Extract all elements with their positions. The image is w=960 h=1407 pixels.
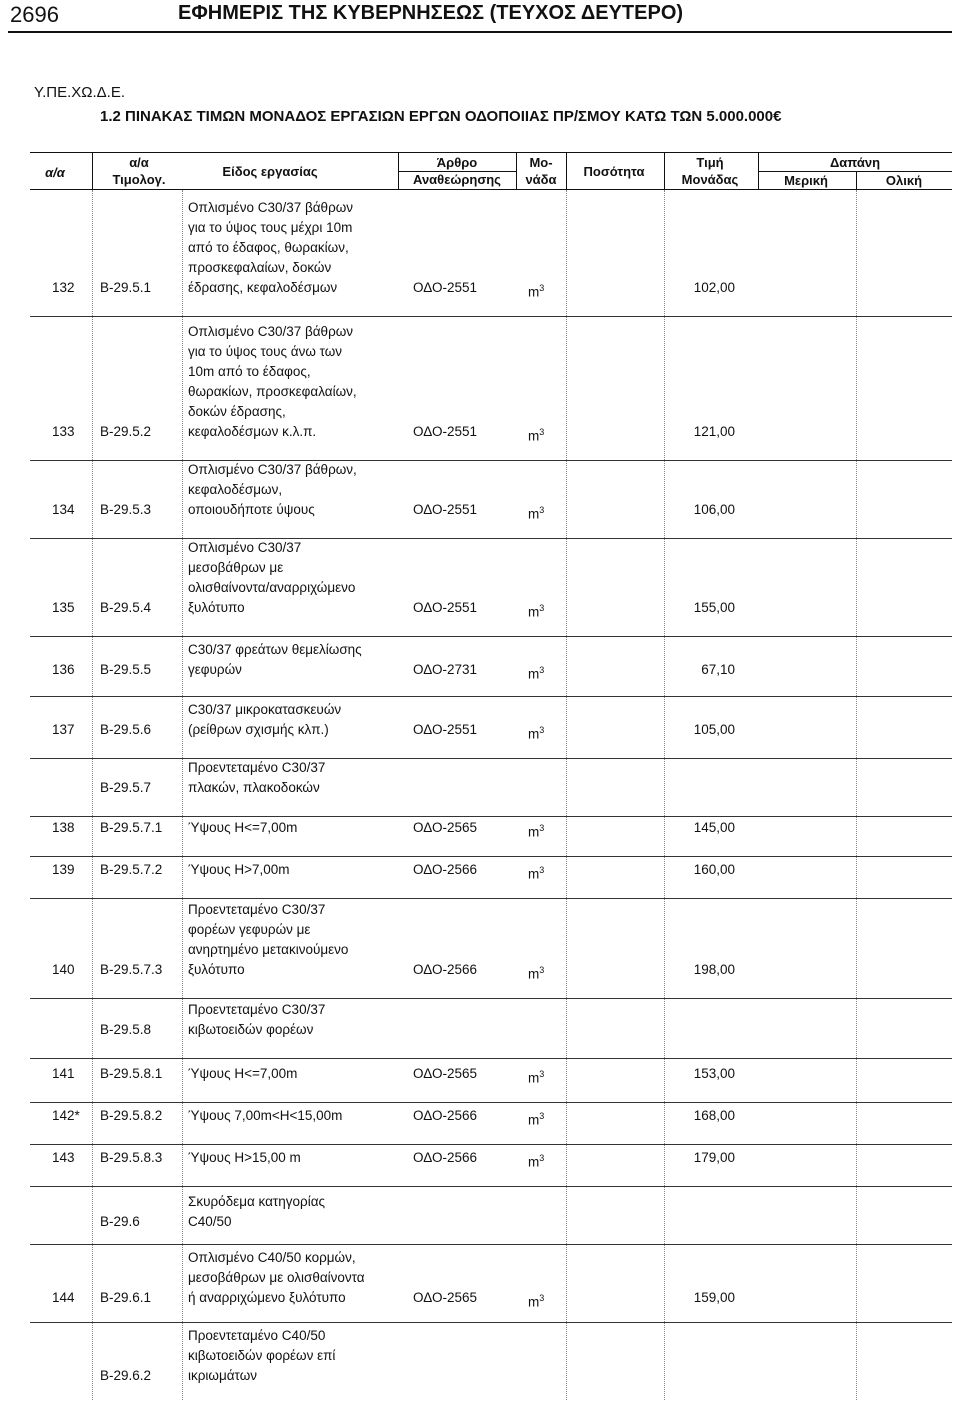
unit-base: m — [528, 506, 540, 522]
description-line: ξυλότυπο — [188, 962, 245, 977]
header-col-sep — [664, 152, 665, 189]
table-row — [0, 758, 960, 798]
header-cost-total: Ολική — [885, 173, 923, 188]
unit-base: m — [528, 824, 540, 840]
unit-exponent: 3 — [539, 283, 545, 293]
description-line: μεσοβάθρων με — [188, 560, 284, 575]
row-unit — [528, 422, 544, 447]
header-aa-tim: α/α Τιμολογ. — [112, 155, 166, 187]
row-unit — [528, 660, 544, 685]
description-line: οποιουδήποτε ύψους — [188, 502, 315, 517]
unit-exponent: 3 — [539, 725, 545, 735]
row-description — [188, 818, 297, 838]
description-line: ικριωμάτων — [188, 1368, 257, 1383]
table-row — [0, 900, 960, 980]
description-line: Σκυρόδεμα κατηγορίας — [188, 1194, 326, 1209]
header-quantity: Ποσότητα — [583, 164, 645, 179]
row-code: Β-29.5.5 — [100, 662, 152, 677]
row-unit — [528, 860, 544, 885]
row-separator — [30, 636, 952, 637]
row-code: Β-29.5.8.1 — [100, 1066, 163, 1081]
row-article: ΟΔΟ-2565 — [413, 820, 477, 835]
table-row — [0, 198, 960, 298]
unit-exponent: 3 — [539, 427, 545, 437]
row-separator — [30, 816, 952, 817]
row-separator — [30, 898, 952, 899]
unit-exponent: 3 — [539, 505, 545, 515]
header-col-sep — [92, 152, 93, 189]
row-unit-price: 102,00 — [693, 280, 735, 295]
row-unit-price: 153,00 — [693, 1066, 735, 1081]
unit-base: m — [528, 726, 540, 742]
row-unit — [528, 1148, 544, 1173]
header-col-sep — [516, 152, 517, 189]
description-line: κιβωτοειδών φορέων επί — [188, 1348, 336, 1363]
row-article: ΟΔΟ-2566 — [413, 862, 477, 877]
description-line: ολισθαίνοντα/αναρριχώμενο — [188, 580, 356, 595]
description-line: ξυλότυπο — [188, 600, 245, 615]
row-description — [188, 1106, 342, 1126]
row-code: Β-29.5.7.2 — [100, 862, 163, 877]
description-line: Ύψους Η>15,00 m — [188, 1150, 301, 1165]
unit-base: m — [528, 666, 540, 682]
table-row — [0, 1106, 960, 1126]
description-line: Οπλισμένο C30/37 βάθρων — [188, 324, 354, 339]
row-aa: 141 — [52, 1066, 75, 1081]
row-description — [188, 460, 357, 520]
description-line: γεφυρών — [188, 662, 242, 677]
row-aa: 135 — [52, 600, 75, 615]
description-line: C30/37 φρεάτων θεμελίωσης — [188, 642, 362, 657]
description-line: Ύψους Η<=7,00m — [188, 1066, 298, 1081]
row-unit-price: 105,00 — [693, 722, 735, 737]
unit-exponent: 3 — [539, 1153, 545, 1163]
description-line: (ρείθρων σχισμής κλπ.) — [188, 722, 329, 737]
header-type: Είδος εργασίας — [222, 164, 318, 179]
row-article: ΟΔΟ-2566 — [413, 962, 477, 977]
row-unit — [528, 598, 544, 623]
row-description — [188, 1000, 325, 1040]
description-line: Οπλισμένο C40/50 κορμών, — [188, 1250, 356, 1265]
unit-base: m — [528, 428, 540, 444]
table-row — [0, 1192, 960, 1232]
row-code: Β-29.5.7 — [100, 780, 152, 795]
row-description — [188, 700, 341, 740]
header-top-border — [30, 152, 952, 153]
description-line: φορέων γεφυρών με — [188, 922, 311, 937]
row-article: ΟΔΟ-2551 — [413, 280, 477, 295]
table-row — [0, 1148, 960, 1168]
row-description — [188, 322, 357, 442]
description-line: C40/50 — [188, 1214, 232, 1229]
row-separator — [30, 1244, 952, 1245]
row-description — [188, 1148, 301, 1168]
row-unit-price: 168,00 — [693, 1108, 735, 1123]
description-line: 10m από το έδαφος, — [188, 364, 311, 379]
row-unit-price: 155,00 — [693, 600, 735, 615]
row-article: ΟΔΟ-2565 — [413, 1290, 477, 1305]
row-separator — [30, 998, 952, 999]
description-line: κεφαλοδέσμων, — [188, 482, 283, 497]
row-unit-price: 159,00 — [693, 1290, 735, 1305]
row-article: ΟΔΟ-2551 — [413, 600, 477, 615]
description-line: κεφαλοδέσμων κ.λ.π. — [188, 424, 317, 439]
table-row — [0, 1326, 960, 1386]
row-unit — [528, 1288, 544, 1313]
row-article: ΟΔΟ-2566 — [413, 1150, 477, 1165]
unit-base: m — [528, 1070, 540, 1086]
row-separator — [30, 1058, 952, 1059]
description-line: C30/37 μικροκατασκευών — [188, 702, 342, 717]
header-col-sep — [758, 152, 759, 189]
page-number: 2696 — [10, 2, 59, 27]
unit-exponent: 3 — [539, 1111, 545, 1121]
row-unit — [528, 1064, 544, 1089]
header-aa: α/α — [45, 165, 65, 180]
table-row — [0, 1000, 960, 1040]
row-code: Β-29.5.2 — [100, 424, 152, 439]
header-col-sep — [566, 152, 567, 189]
table-row — [0, 1248, 960, 1308]
row-code: Β-29.5.7.3 — [100, 962, 163, 977]
row-description — [188, 198, 353, 298]
description-line: Προεντεταμένο C30/37 — [188, 902, 326, 917]
row-aa: 143 — [52, 1150, 75, 1165]
table-row — [0, 538, 960, 618]
description-line: από το έδαφος, θωρακίων, — [188, 240, 349, 255]
description-line: για το ύψος τους μέχρι 10m — [188, 220, 353, 235]
header-article: Άρθρο Αναθεώρησης — [413, 155, 501, 187]
row-code: Β-29.5.1 — [100, 280, 152, 295]
header-col-sep — [856, 171, 857, 189]
row-aa: 138 — [52, 820, 75, 835]
table-row — [0, 700, 960, 740]
row-description — [188, 860, 289, 880]
document-title: 1.2 ΠΙΝΑΚΑΣ ΤΙΜΩΝ ΜΟΝΑΔΟΣ ΕΡΓΑΣΙΩΝ ΕΡΓΩΝ ΟΔΟΠΟΙΙΑΣ ΠΡ/ΣΜΟΥ ΚΑΤΩ ΤΩΝ 5.000.000€ — [100, 108, 782, 125]
description-line: Ύψους Η<=7,00m — [188, 820, 298, 835]
row-separator — [30, 1322, 952, 1323]
unit-exponent: 3 — [539, 823, 545, 833]
table-row — [0, 860, 960, 880]
description-line: Προεντεταμένο C30/37 — [188, 1002, 326, 1017]
row-description — [188, 640, 362, 680]
row-article: ΟΔΟ-2551 — [413, 424, 477, 439]
unit-exponent: 3 — [539, 865, 545, 875]
row-unit-price: 121,00 — [693, 424, 735, 439]
unit-base: m — [528, 966, 540, 982]
row-separator — [30, 696, 952, 697]
row-description — [188, 900, 348, 980]
row-unit-price: 145,00 — [693, 820, 735, 835]
row-unit-price: 67,10 — [701, 662, 735, 677]
row-code: Β-29.5.8.2 — [100, 1108, 163, 1123]
description-line: δοκών έδρασης, — [188, 404, 286, 419]
row-article: ΟΔΟ-2731 — [413, 662, 477, 677]
organization-label: Υ.ΠΕ.ΧΩ.Δ.Ε. — [34, 84, 126, 101]
journal-title: ΕΦΗΜΕΡΙΣ ΤΗΣ ΚΥΒΕΡΝΗΣΕΩΣ (ΤΕΥΧΟΣ ΔΕΥΤΕΡΟ) — [178, 2, 684, 24]
row-aa: 139 — [52, 862, 75, 877]
row-separator — [30, 856, 952, 857]
description-line: Προεντεταμένο C30/37 — [188, 760, 326, 775]
description-line: κιβωτοειδών φορέων — [188, 1022, 314, 1037]
unit-base: m — [528, 284, 540, 300]
description-line: ή αναρριχώμενο ξυλότυπο — [188, 1290, 346, 1305]
row-separator — [30, 316, 952, 317]
header-cost: Δαπάνη — [829, 155, 881, 170]
row-unit-price: 160,00 — [693, 862, 735, 877]
row-description — [188, 1248, 365, 1308]
row-aa: 132 — [52, 280, 75, 295]
row-code: Β-29.6.1 — [100, 1290, 152, 1305]
description-line: θωρακίων, προσκεφαλαίων, — [188, 384, 357, 399]
description-line: Οπλισμένο C30/37 βάθρων, — [188, 462, 357, 477]
row-unit — [528, 960, 544, 985]
row-code: Β-29.5.7.1 — [100, 820, 163, 835]
unit-exponent: 3 — [539, 1293, 545, 1303]
row-aa: 144 — [52, 1290, 75, 1305]
header-article-divider — [398, 171, 516, 172]
row-code: Β-29.5.6 — [100, 722, 152, 737]
row-article: ΟΔΟ-2566 — [413, 1108, 477, 1123]
unit-exponent: 3 — [539, 665, 545, 675]
row-article: ΟΔΟ-2551 — [413, 722, 477, 737]
row-description — [188, 1064, 297, 1084]
row-description — [188, 1326, 335, 1386]
row-code: Β-29.5.8 — [100, 1022, 152, 1037]
row-description — [188, 1192, 325, 1232]
unit-exponent: 3 — [539, 1069, 545, 1079]
header-unit-price: Τιμή Μονάδας — [681, 155, 739, 187]
header-unit: Μο- νάδα — [525, 155, 557, 187]
description-line: Ύψους 7,00m<Η<15,00m — [188, 1108, 343, 1123]
row-aa: 137 — [52, 722, 75, 737]
row-unit — [528, 500, 544, 525]
unit-base: m — [528, 866, 540, 882]
unit-base: m — [528, 1154, 540, 1170]
unit-base: m — [528, 604, 540, 620]
unit-base: m — [528, 1294, 540, 1310]
row-unit-price: 198,00 — [693, 962, 735, 977]
description-line: ανηρτημένο μετακινούμενο — [188, 942, 349, 957]
description-line: μεσοβάθρων με ολισθαίνοντα — [188, 1270, 365, 1285]
table-row — [0, 322, 960, 442]
row-description — [188, 758, 325, 798]
row-unit — [528, 818, 544, 843]
description-line: έδρασης, κεφαλοδέσμων — [188, 280, 338, 295]
description-line: Ύψους Η>7,00m — [188, 862, 290, 877]
description-line: Οπλισμένο C30/37 βάθρων — [188, 200, 354, 215]
row-separator — [30, 1144, 952, 1145]
description-line: προσκεφαλαίων, δοκών — [188, 260, 332, 275]
header-col-sep — [398, 152, 399, 189]
row-unit-price: 106,00 — [693, 502, 735, 517]
header-rule — [8, 31, 952, 33]
table-row — [0, 460, 960, 520]
description-line: πλακών, πλακοδοκών — [188, 780, 320, 795]
row-aa: 142* — [52, 1108, 80, 1123]
row-aa: 133 — [52, 424, 75, 439]
table-row — [0, 640, 960, 680]
row-unit — [528, 720, 544, 745]
unit-exponent: 3 — [539, 603, 545, 613]
table-row — [0, 1064, 960, 1084]
row-article: ΟΔΟ-2551 — [413, 502, 477, 517]
header-bottom-border — [30, 189, 952, 190]
row-code: Β-29.6 — [100, 1214, 140, 1229]
description-line: Προεντεταμένο C40/50 — [188, 1328, 326, 1343]
row-code: Β-29.5.8.3 — [100, 1150, 163, 1165]
unit-base: m — [528, 1112, 540, 1128]
header-cost-divider — [758, 171, 952, 172]
row-aa: 140 — [52, 962, 75, 977]
row-aa: 134 — [52, 502, 75, 517]
row-unit — [528, 278, 544, 303]
table-row — [0, 818, 960, 838]
description-line: Οπλισμένο C30/37 — [188, 540, 302, 555]
row-unit — [528, 1106, 544, 1131]
header-cost-partial: Μερική — [784, 173, 828, 188]
row-article: ΟΔΟ-2565 — [413, 1066, 477, 1081]
row-description — [188, 538, 355, 618]
row-code: Β-29.6.2 — [100, 1368, 152, 1383]
row-separator — [30, 1186, 952, 1187]
unit-exponent: 3 — [539, 965, 545, 975]
row-unit-price: 179,00 — [693, 1150, 735, 1165]
row-aa: 136 — [52, 662, 75, 677]
row-code: Β-29.5.3 — [100, 502, 152, 517]
row-separator — [30, 1102, 952, 1103]
row-code: Β-29.5.4 — [100, 600, 152, 615]
description-line: για το ύψος τους άνω των — [188, 344, 343, 359]
